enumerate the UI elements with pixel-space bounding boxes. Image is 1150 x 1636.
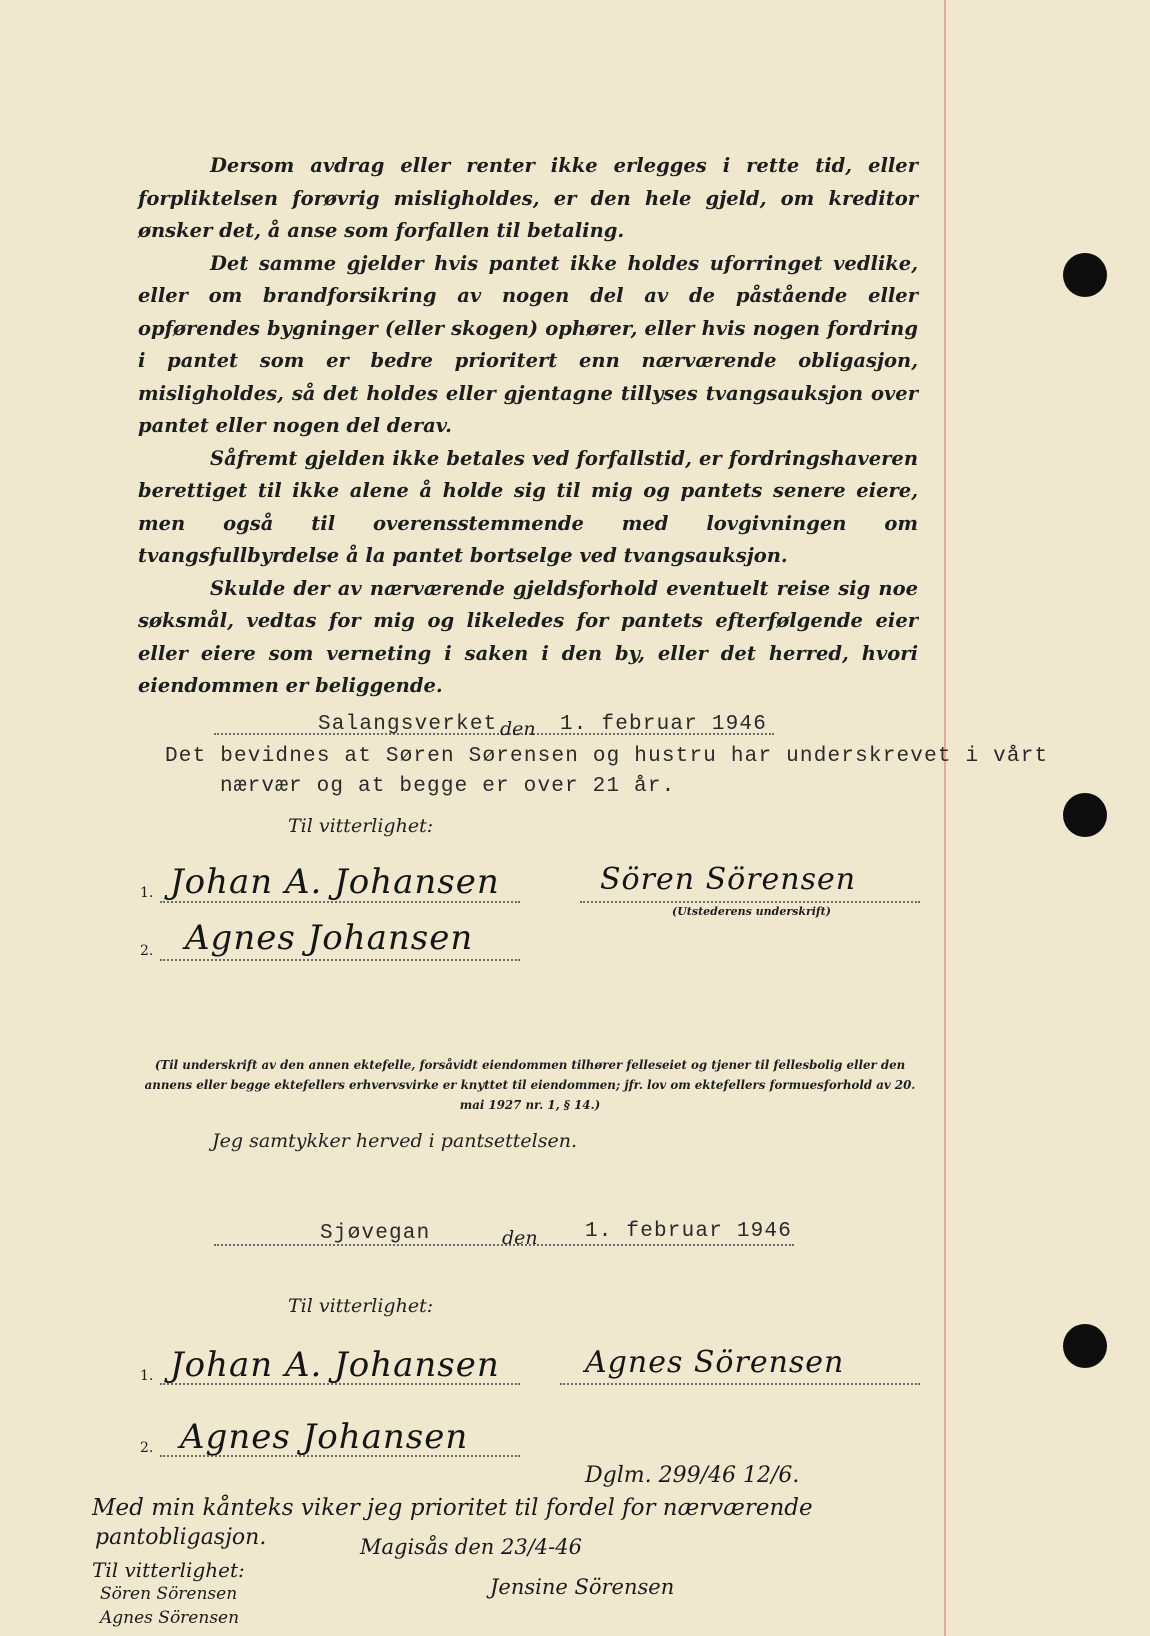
place-2: Sjøvegan [320, 1222, 431, 1245]
place-1: Salangsverket [318, 713, 498, 736]
witness-number-1: 1. [140, 885, 154, 901]
witness1-signature: Johan A. Johansen [170, 862, 500, 902]
witness-number-2: 2. [140, 943, 154, 959]
consent-witness1-signature: Johan A. Johansen [170, 1345, 500, 1385]
witness-label-2: Til vitterlighet: [288, 1295, 434, 1317]
punch-hole-bottom [1063, 1324, 1107, 1368]
priority-witness-b: Agnes Sörensen [100, 1608, 240, 1628]
clause-default: Dersom avdrag eller renter ikke erlegges i rette tid, eller forpliktelsen forøvrig misligholdes, er den hele gjeld, om kreditor ønsker det, å anse som forfallen til betaling. [138, 154, 918, 242]
date-2: 1. februar 1946 [585, 1220, 793, 1243]
witness-line-2 [160, 959, 520, 961]
clauses-block [138, 150, 918, 703]
witness-label-1: Til vitterlighet: [288, 815, 434, 837]
priority-note-line1: Med min kånteks viker jeg prioritet til fordel for nærværende [92, 1495, 813, 1521]
priority-witness-a: Sören Sörensen [100, 1584, 238, 1604]
clause-enforcement: Såfremt gjelden ikke betales ved forfallstid, er fordringshaveren berettiget til ikke alene å holde sig til mig og pantets senere eiere, men også til overensstemmende med lovgivningen om tvangsfullbyrdelse å la pantet bortselge ved tvangsauksjon. [138, 446, 918, 567]
issuer-signature: Sören Sörensen [600, 862, 857, 897]
issuer-caption: (Utstederens underskrift) [672, 905, 831, 918]
clause-maintenance: Det samme gjelder hvis pantet ikke holdes uforringet vedlike, eller om brandforsikring av nogen del av de påstående eller opførendes bygninger (eller skogen) ophører, eller hvis nogen fordring i pantet som er bedre prioritert enn nærværende obligasjon, misligholdes, så det holdes eller gjentagne tillyses tvangsauksjon over pantet eller nogen del derav. [138, 251, 918, 437]
witness2-number-1: 1. [140, 1368, 154, 1384]
witness2-number-2: 2. [140, 1440, 154, 1456]
margin-line [944, 0, 946, 1636]
den-label-1: den [500, 718, 536, 740]
spouse-signature: Agnes Sörensen [585, 1345, 845, 1380]
punch-hole-middle [1063, 793, 1107, 837]
spouse-line [560, 1383, 920, 1385]
attestation-line-1: Det bevidnes at Søren Sørensen og hustru har underskrevet i vårt [165, 745, 1049, 768]
spouse-note: (Til underskrift av den annen ektefelle, forsåvidt eiendommen tilhører felleseiet og tjener til fellesbolig eller den annens eller begge ektefellers erhvervsvirke er knyttet til eiendommen; jfr. lov om ektefellers formuesforhold av 20. mai 1927 nr. 1, § 14.) [144, 1058, 916, 1112]
clause-venue: Skulde der av nærværende gjeldsforhold eventuelt reise sig noe søksmål, vedtas for mig og likeledes for pantets efterfølgende eier eller eiere som verneting i saken i den by, eller det herred, hvori eiendommen er beliggende. [138, 576, 918, 697]
registry-note: Dglm. 299/46 12/6. [585, 1463, 800, 1488]
date-1: 1. februar 1946 [560, 713, 768, 736]
priority-signer: Jensine Sörensen [490, 1575, 675, 1599]
priority-place-date: Magisås den 23/4-46 [360, 1535, 582, 1559]
consent-witness2-signature: Agnes Johansen [180, 1417, 469, 1457]
priority-witness-label: Til vitterlighet: [92, 1558, 245, 1582]
attestation-line-2: nærvær og at begge er over 21 år. [220, 775, 676, 798]
den-label-2: den [502, 1227, 538, 1249]
consent-text: Jeg samtykker herved i pantsettelsen. [212, 1130, 577, 1152]
priority-note-line2: pantobligasjon. [95, 1525, 267, 1550]
punch-hole-top [1063, 253, 1107, 297]
witness2-signature: Agnes Johansen [185, 918, 474, 958]
issuer-line [580, 901, 920, 903]
